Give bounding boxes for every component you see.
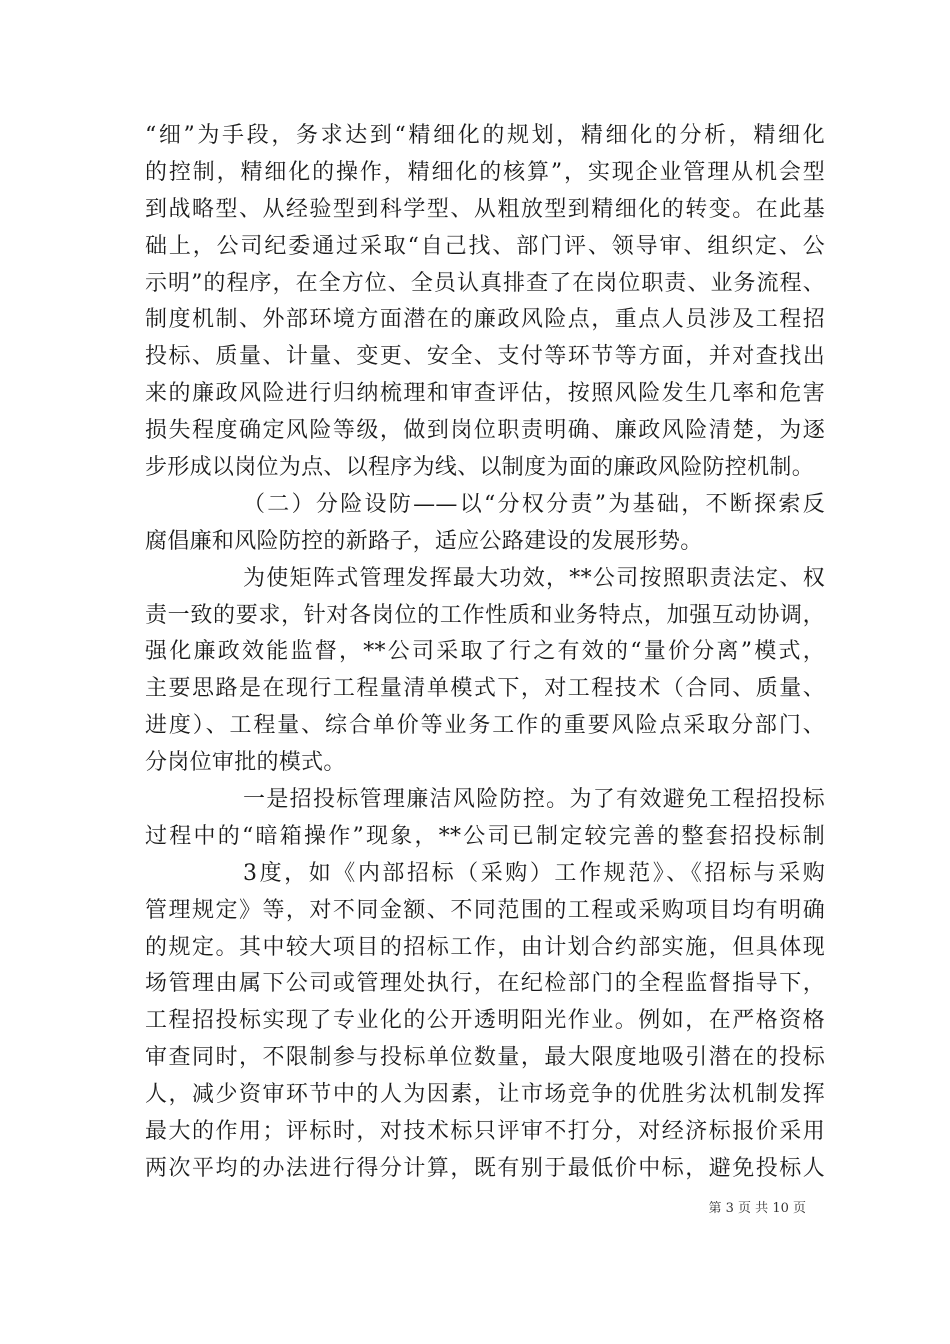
text-line: 一是招投标管理廉洁风险防控。为了有效避免工程招投标 — [243, 787, 825, 813]
text-line: 过程中的“暗箱操作”现象，**公司已制定较完善的整套招投标制 — [145, 823, 825, 849]
text-line: 人，减少资审环节中的人为因素，让市场竞争的优胜劣汰机制发挥 — [145, 1082, 825, 1108]
text-line: 主要思路是在现行工程量清单模式下，对工程技术（合同、质量、 — [145, 676, 825, 702]
text-line: “细”为手段，务求达到“精细化的规划，精细化的分析，精细化 — [145, 123, 825, 148]
text-line: 投标、质量、计量、变更、安全、支付等环节等方面，并对查找出 — [145, 344, 825, 370]
text-line: 管理规定》等，对不同金额、不同范围的工程或采购项目均有明确 — [145, 897, 825, 923]
text-line: 到战略型、从经验型到科学型、从粗放型到精细化的转变。在此基 — [145, 196, 825, 222]
text-line: 强化廉政效能监督，**公司采取了行之有效的“量价分离”模式， — [145, 639, 825, 665]
text-line: 最大的作用；评标时，对技术标只评审不打分，对经济标报价采用 — [145, 1119, 825, 1145]
text-line: 进度）、工程量、综合单价等业务工作的重要风险点采取分部门、 — [145, 713, 825, 739]
page-number: 第 3 页 共 10 页 — [708, 1201, 806, 1216]
text-line: 两次平均的办法进行得分计算，既有别于最低价中标，避免投标人 — [145, 1155, 825, 1181]
section-heading-line: 腐倡廉和风险防控的新路子，适应公路建设的发展形势。 — [145, 528, 703, 554]
text-line: 责一致的要求，针对各岗位的工作性质和业务特点，加强互动协调， — [145, 602, 825, 628]
text-line: 损失程度确定风险等级，做到岗位职责明确、廉政风险清楚，为逐 — [145, 418, 825, 444]
text-line: 的控制，精细化的操作，精细化的核算”，实现企业管理从机会型 — [145, 159, 825, 185]
text-line: 工程招投标实现了专业化的公开透明阳光作业。例如，在严格资格 — [145, 1008, 825, 1034]
text-line: 制度机制、外部环境方面潜在的廉政风险点，重点人员涉及工程招 — [145, 307, 825, 333]
text-line: 来的廉政风险进行归纳梳理和审查评估，按照风险发生几率和危害 — [145, 381, 825, 407]
section-heading-line: （二）分险设防——以“分权分责”为基础，不断探索反 — [243, 491, 825, 517]
text-line: 的规定。其中较大项目的招标工作，由计划合约部实施，但具体现 — [145, 934, 825, 960]
text-line: 步形成以岗位为点、以程序为线、以制度为面的廉政风险防控机制。 — [145, 455, 815, 481]
text-line: 分岗位审批的模式。 — [145, 750, 346, 776]
text-line: 3度，如《内部招标（采购）工作规范》、《招标与采购 — [243, 860, 825, 886]
text-line: 为使矩阵式管理发挥最大功效，**公司按照职责法定、权 — [243, 565, 825, 591]
text-line: 础上，公司纪委通过采取“自己找、部门评、领导审、组织定、公 — [145, 233, 825, 259]
document-body — [145, 118, 825, 1188]
text-line: 审查同时，不限制参与投标单位数量，最大限度地吸引潜在的投标 — [145, 1045, 825, 1071]
text-line: 示明”的程序，在全方位、全员认真排查了在岗位职责、业务流程、 — [145, 270, 825, 296]
text-line: 场管理由属下公司或管理处执行，在纪检部门的全程监督指导下， — [145, 971, 825, 997]
